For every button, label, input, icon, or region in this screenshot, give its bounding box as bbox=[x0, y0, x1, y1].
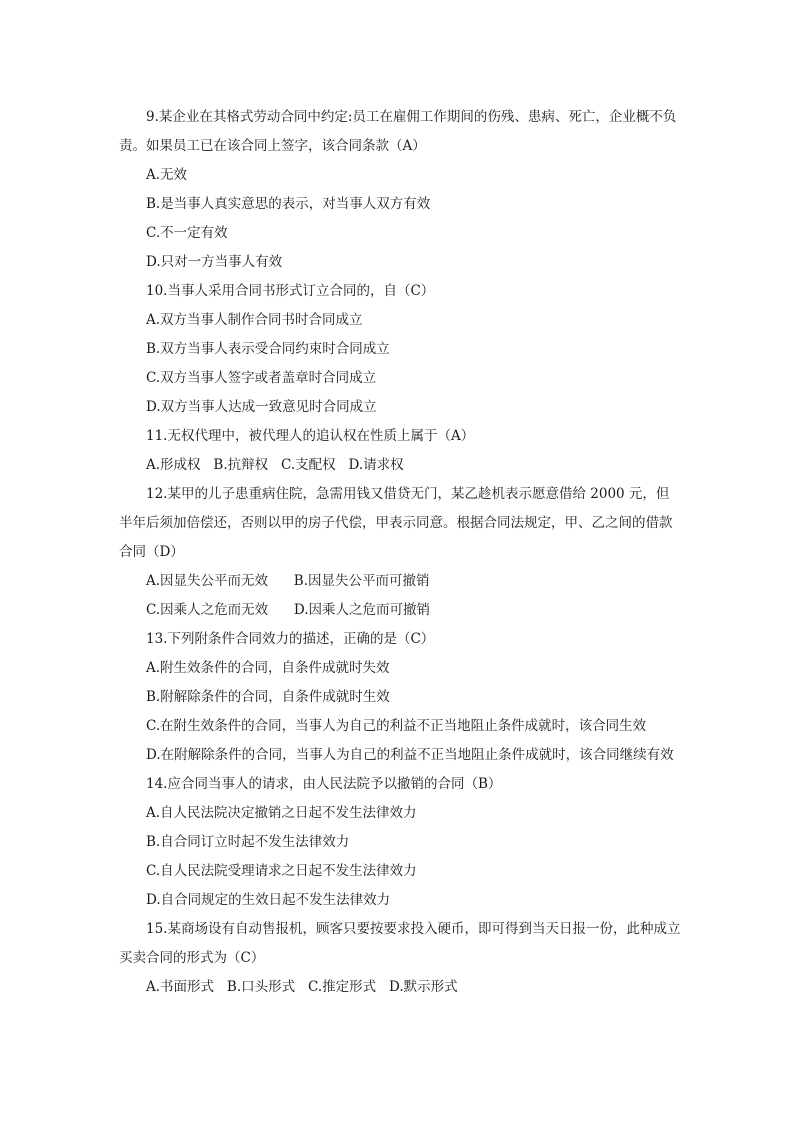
option-d: D.只对一方当事人有效 bbox=[146, 254, 283, 270]
option-c: C.自人民法院受理请求之日起不发生法律效力 bbox=[146, 863, 417, 879]
question-stem: 9.某企业在其格式劳动合同中约定:员工在雇佣工作期间的伤残、患病、死亡，企业概不负责。如果员工已在该合同上签字，该合同条款（A） bbox=[119, 109, 677, 154]
option-d: D.在附解除条件的合同，当事人为自己的利益不正当地阻止条件成就时，该合同继续有效 bbox=[146, 747, 674, 763]
option-a: A.双方当事人制作合同书时合同成立 bbox=[146, 312, 363, 328]
question-stem: 12.某甲的儿子患重病住院，急需用钱又借贷无门，某乙趁机表示愿意借给 2000 元，但半年后须加倍偿还，否则以甲的房子代偿，甲表示同意。根据合同法规定，甲、乙之间的借款合同（D） bbox=[119, 486, 673, 560]
options-row: A.形成权 B.抗辩权 C.支配权 D.请求权 bbox=[146, 457, 404, 473]
option-a: A.无效 bbox=[146, 167, 188, 183]
exam-questions bbox=[119, 103, 682, 1002]
question-stem: 11.无权代理中，被代理人的追认权在性质上属于（A） bbox=[146, 428, 475, 444]
question-9 bbox=[119, 103, 682, 277]
option-b: B.附解除条件的合同，自条件成就时生效 bbox=[146, 689, 390, 705]
question-10 bbox=[119, 277, 682, 422]
question-15 bbox=[119, 915, 682, 1002]
option-a: A.自人民法院决定撤销之日起不发生法律效力 bbox=[146, 805, 417, 821]
question-stem: 10.当事人采用合同书形式订立合同的，自（C） bbox=[146, 283, 435, 299]
options-row: A.书面形式 B.口头形式 C.推定形式 D.默示形式 bbox=[146, 979, 458, 995]
option-b: B.双方当事人表示受合同约束时合同成立 bbox=[146, 341, 390, 357]
option-c: C.在附生效条件的合同，当事人为自己的利益不正当地阻止条件成就时，该合同生效 bbox=[146, 718, 647, 734]
option-c: C.不一定有效 bbox=[146, 225, 228, 241]
question-stem: 15.某商场设有自动售报机，顾客只要按要求投入硬币，即可得到当天日报一份，此种成立买卖合同的形式为（C） bbox=[119, 921, 681, 966]
options-row: C.因乘人之危而无效 D.因乘人之危而可撤销 bbox=[146, 602, 431, 618]
option-b: B.是当事人真实意思的表示，对当事人双方有效 bbox=[146, 196, 431, 212]
option-a: A.附生效条件的合同，自条件成就时失效 bbox=[146, 660, 390, 676]
option-b: B.自合同订立时起不发生法律效力 bbox=[146, 834, 350, 850]
question-12 bbox=[119, 480, 682, 625]
question-stem: 13.下列附条件合同效力的描述，正确的是（C） bbox=[146, 631, 435, 647]
question-13 bbox=[119, 625, 682, 770]
question-14 bbox=[119, 770, 682, 915]
option-d: D.双方当事人达成一致意见时合同成立 bbox=[146, 399, 377, 415]
options-row: A.因显失公平而无效 B.因显失公平而可撤销 bbox=[146, 573, 430, 589]
question-stem: 14.应合同当事人的请求，由人民法院予以撤销的合同（B） bbox=[146, 776, 502, 792]
question-11 bbox=[119, 422, 682, 480]
option-d: D.自合同规定的生效日起不发生法律效力 bbox=[146, 892, 391, 908]
option-c: C.双方当事人签字或者盖章时合同成立 bbox=[146, 370, 377, 386]
